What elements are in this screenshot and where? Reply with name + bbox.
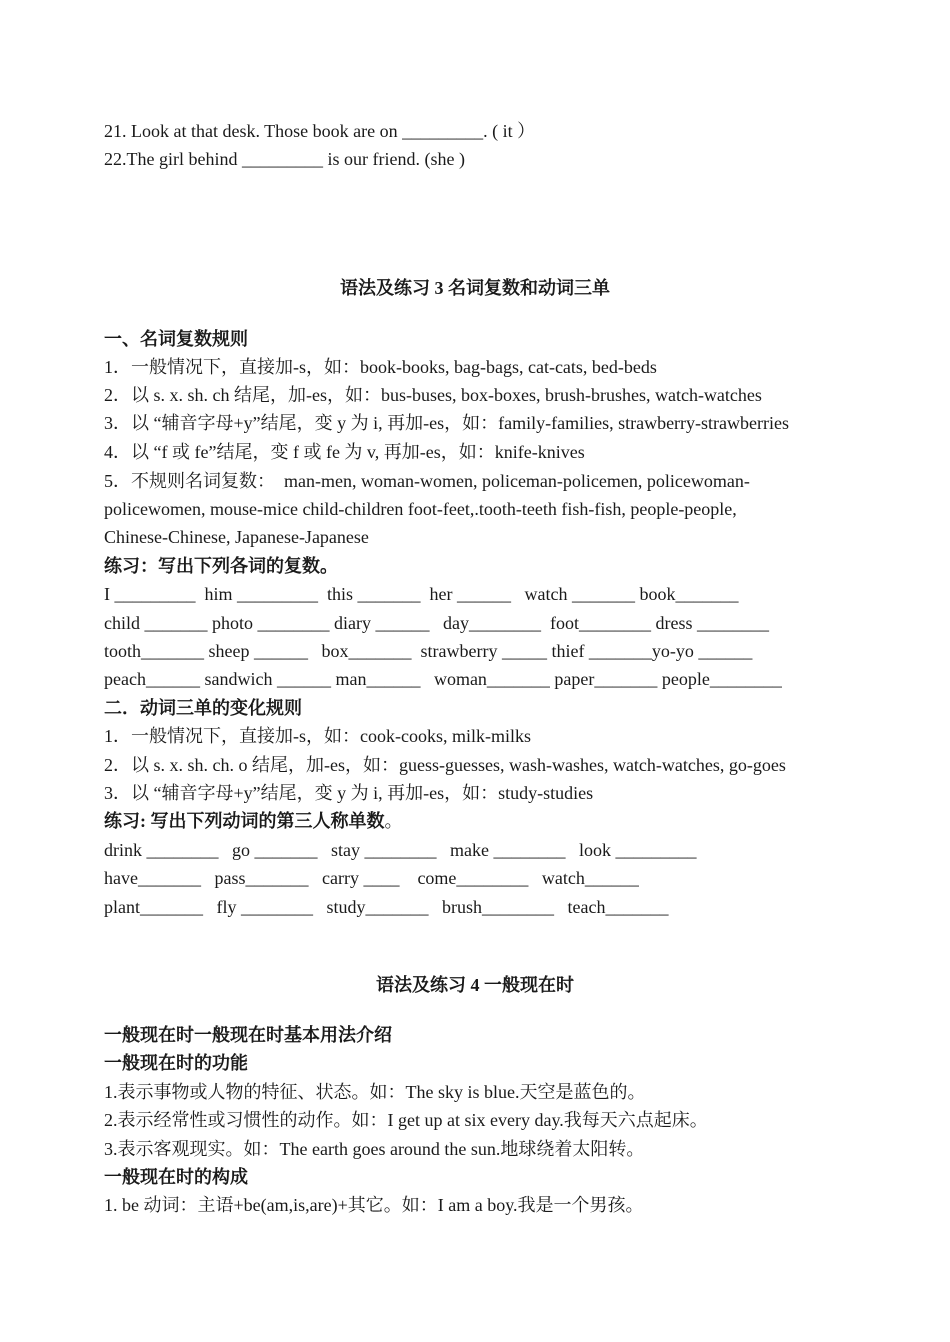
section3-title: 语法及练习 3 名词复数和动词三单 — [340, 278, 610, 298]
noun-rule-4: 4．以 “f 或 fe”结尾，变 f 或 fe 为 v, 再加-es，如：knife-knives — [104, 442, 585, 462]
section4-heading-2: 一般现在时的功能 — [104, 1053, 248, 1073]
noun-rule-1: 1．一般情况下，直接加-s，如：book-books, bag-bags, cat-cats, bed-beds — [104, 357, 657, 377]
noun-rule-5-line1: 5．不规则名词复数： man-men, woman-women, policeman-policemen, policewoman- — [104, 471, 750, 491]
noun-rule-5-line3: Chinese-Chinese, Japanese-Japanese — [104, 527, 369, 547]
verb-rule-2: 2．以 s. x. sh. ch. o 结尾，加-es，如：guess-guesses, wash-washes, watch-watches, go-goes — [104, 755, 786, 775]
practice2-row: have_______ pass_______ carry ____ come________ watch______ — [104, 868, 639, 888]
practice2-heading — [104, 808, 403, 834]
practice1-row: I _________ him _________ this _______ her ______ watch _______ book_______ — [104, 584, 739, 604]
verb-rule-1: 1．一般情况下，直接加-s，如：cook-cooks, milk-milks — [104, 726, 531, 746]
practice1-row: tooth_______ sheep ______ box_______ strawberry _____ thief _______yo-yo ______ — [104, 641, 753, 661]
noun-rule-3: 3．以 “辅音字母+y”结尾，变 y 为 i, 再加-es，如：family-families, strawberry-strawberries — [104, 413, 790, 433]
function-3: 3.表示客观现实。如：The earth goes around the sun.地球绕着太阳转。 — [104, 1139, 645, 1159]
practice2-heading-end: 。 — [384, 811, 403, 831]
practice1-row: child _______ photo ________ diary ______ day________ foot________ dress ________ — [104, 613, 769, 633]
exercise-q22: 22.The girl behind _________ is our friend. (she ) — [104, 149, 465, 169]
function-1: 1.表示事物或人物的特征、状态。如：The sky is blue.天空是蓝色的。 — [104, 1082, 646, 1102]
practice1-row: peach______ sandwich ______ man______ woman_______ paper_______ people________ — [104, 669, 782, 689]
section4-title: 语法及练习 4 一般现在时 — [376, 975, 574, 995]
section4-heading-3: 一般现在时的构成 — [104, 1167, 248, 1187]
practice2-heading-bold: 练习: 写出下列动词的第三人称单数 — [104, 811, 385, 831]
exercise-q21: 21. Look at that desk. Those book are on _________. ( it ） — [104, 121, 536, 141]
practice2-row: plant_______ fly ________ study_______ brush________ teach_______ — [104, 897, 669, 917]
practice1-heading: 练习：写出下列各词的复数。 — [104, 556, 338, 576]
function-2: 2.表示经常性或习惯性的动作。如：I get up at six every day.我每天六点起床。 — [104, 1110, 708, 1130]
section3-part1-heading: 一、名词复数规则 — [104, 329, 248, 349]
section3-part2-heading: 二．动词三单的变化规则 — [104, 698, 302, 718]
noun-rule-2: 2．以 s. x. sh. ch 结尾，加-es，如：bus-buses, box-boxes, brush-brushes, watch-watches — [104, 385, 762, 405]
noun-rule-5-line2: policewomen, mouse-mice child-children foot-feet,.tooth-teeth fish-fish, people-people, — [104, 499, 737, 519]
verb-rule-3: 3．以 “辅音字母+y”结尾，变 y 为 i, 再加-es，如：study-studies — [104, 783, 594, 803]
structure-1: 1. be 动词：主语+be(am,is,are)+其它。如：I am a boy.我是一个男孩。 — [104, 1195, 644, 1215]
section4-heading-1: 一般现在时一般现在时基本用法介绍 — [104, 1025, 392, 1045]
practice2-row: drink ________ go _______ stay ________ make ________ look _________ — [104, 840, 697, 860]
